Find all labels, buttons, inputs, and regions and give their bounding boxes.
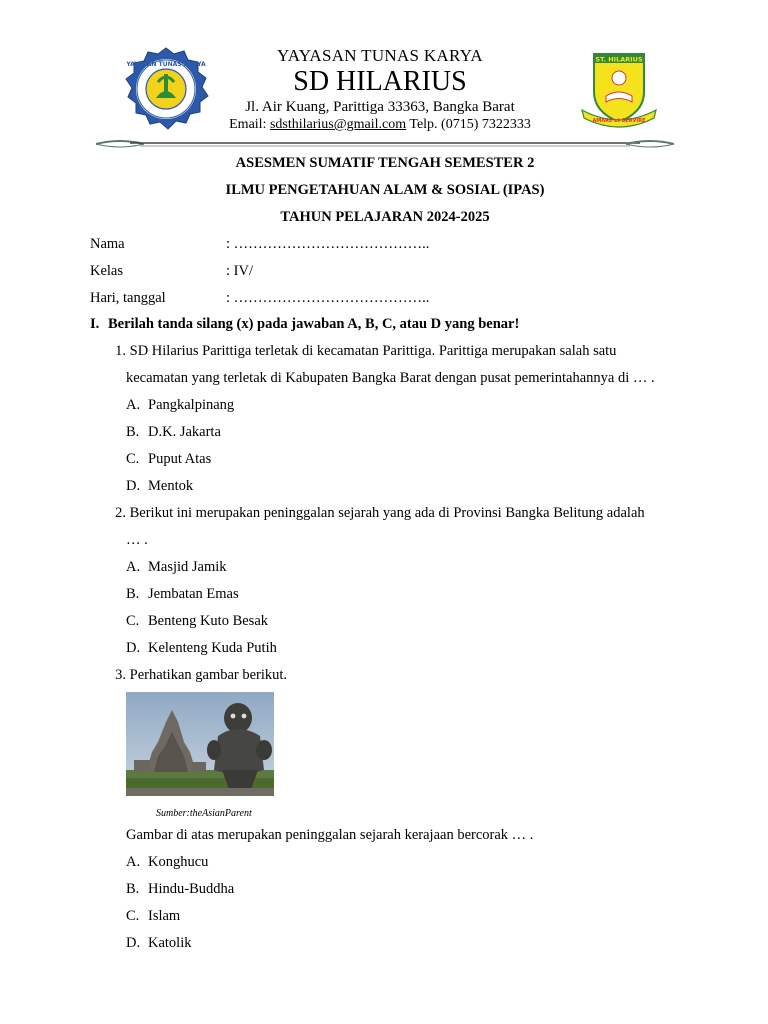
option-letter: A. xyxy=(126,854,141,870)
option-text: Puput Atas xyxy=(148,451,212,467)
letterhead-text xyxy=(210,46,550,134)
identity-label: Nama xyxy=(90,236,125,252)
option-letter: D. xyxy=(126,478,141,494)
question-text xyxy=(126,341,616,368)
exam-subject: ILMU PENGETAHUAN ALAM & SOSIAL (IPAS) xyxy=(225,182,545,198)
option-text: Benteng Kuto Besak xyxy=(148,613,269,629)
email-link[interactable]: sdsthilarius@gmail.com xyxy=(269,117,407,132)
option-letter: C. xyxy=(126,451,140,467)
question-section xyxy=(90,314,690,960)
option-text: Konghucu xyxy=(148,854,209,870)
identity-row-name xyxy=(90,234,680,261)
logo-left-text: YAYASAN TUNAS KARYA xyxy=(126,61,206,68)
option-c xyxy=(90,611,690,638)
option-text: Islam xyxy=(148,908,181,924)
option-letter: B. xyxy=(126,586,140,602)
option-b xyxy=(90,422,690,449)
question-text-line: Berikut ini merupakan peninggalan sejarah yang ada di Provinsi Bangka Belitung adalah xyxy=(129,505,645,521)
option-text: Mentok xyxy=(148,478,194,494)
option-letter: C. xyxy=(126,908,140,924)
letterhead xyxy=(90,40,680,155)
phone-number: Telp. (0715) 7322333 xyxy=(406,117,531,132)
question-number: 3. xyxy=(115,667,126,683)
st-hilarius-crest-icon xyxy=(574,48,664,132)
school-address: Jl. Air Kuang, Parittiga 33363, Bangka Barat xyxy=(245,99,515,115)
exam-title: ASESMEN SUMATIF TENGAH SEMESTER 2 xyxy=(235,155,535,171)
option-letter: C. xyxy=(126,613,140,629)
question-1 xyxy=(90,341,690,368)
option-text: Pangkalpinang xyxy=(148,397,235,413)
option-c xyxy=(90,906,690,933)
question-number: 1. xyxy=(115,343,126,359)
option-c xyxy=(90,449,690,476)
question-text xyxy=(126,503,645,530)
option-a xyxy=(90,395,690,422)
question-text-continued: kecamatan yang terletak di Kabupaten Bangka Barat dengan pusat pemerintahannya di … . xyxy=(126,370,655,386)
question-text xyxy=(126,665,287,692)
option-letter: A. xyxy=(126,397,141,413)
temple-statue-image xyxy=(126,692,274,796)
option-b xyxy=(90,584,690,611)
identity-value: : ………………………………….. xyxy=(226,236,430,252)
identity-row-date xyxy=(90,288,680,315)
option-letter: B. xyxy=(126,881,140,897)
option-letter: D. xyxy=(126,640,141,656)
letterhead-divider xyxy=(90,136,680,152)
foundation-name: YAYASAN TUNAS KARYA xyxy=(277,46,483,65)
option-a xyxy=(90,852,690,879)
email-label: Email: xyxy=(229,117,270,132)
image-caption: Sumber:theAsianParent xyxy=(156,808,252,819)
question-text-continued: … . xyxy=(126,532,148,548)
yayasan-logo-icon xyxy=(122,46,210,134)
school-contact xyxy=(210,116,550,134)
section-number: I. xyxy=(90,316,100,332)
option-letter: D. xyxy=(126,935,141,951)
option-d xyxy=(90,476,690,503)
question-text-continued: Gambar di atas merupakan peninggalan sejarah kerajaan bercorak … . xyxy=(126,827,534,843)
identity-value: : IV/ xyxy=(226,263,253,279)
option-a xyxy=(90,557,690,584)
option-text: Masjid Jamik xyxy=(148,559,227,575)
option-text: Hindu-Buddha xyxy=(148,881,235,897)
student-identity xyxy=(90,234,680,315)
option-text: D.K. Jakarta xyxy=(148,424,221,440)
exam-year: TAHUN PELAJARAN 2024-2025 xyxy=(280,209,490,225)
option-d xyxy=(90,638,690,665)
exam-titles xyxy=(90,153,680,234)
school-name: SD HILARIUS xyxy=(293,66,467,97)
option-text: Katolik xyxy=(148,935,192,951)
question-number: 2. xyxy=(115,505,126,521)
option-letter: B. xyxy=(126,424,140,440)
option-b xyxy=(90,879,690,906)
option-letter: A. xyxy=(126,559,141,575)
option-text: Jembatan Emas xyxy=(148,586,239,602)
crest-top-text: ST. HILARIUS xyxy=(595,55,643,64)
crest-ribbon-text: AMARE et SERVIRE xyxy=(592,118,646,124)
question-text-line: Perhatikan gambar berikut. xyxy=(129,667,288,683)
question-2 xyxy=(90,503,690,530)
question-text-line: SD Hilarius Parittiga terletak di kecamatan Parittiga. Parittiga merupakan salah satu xyxy=(129,343,617,359)
option-text: Kelenteng Kuda Putih xyxy=(148,640,277,656)
identity-row-class xyxy=(90,261,680,288)
option-d xyxy=(90,933,690,960)
section-instruction xyxy=(90,314,690,341)
section-instruction-text: Berilah tanda silang (x) pada jawaban A, B, C, atau D yang benar! xyxy=(108,316,520,332)
question-3 xyxy=(90,665,690,692)
identity-label: Hari, tanggal xyxy=(90,290,166,306)
identity-value: : ………………………………….. xyxy=(226,290,430,306)
identity-label: Kelas xyxy=(90,263,124,279)
